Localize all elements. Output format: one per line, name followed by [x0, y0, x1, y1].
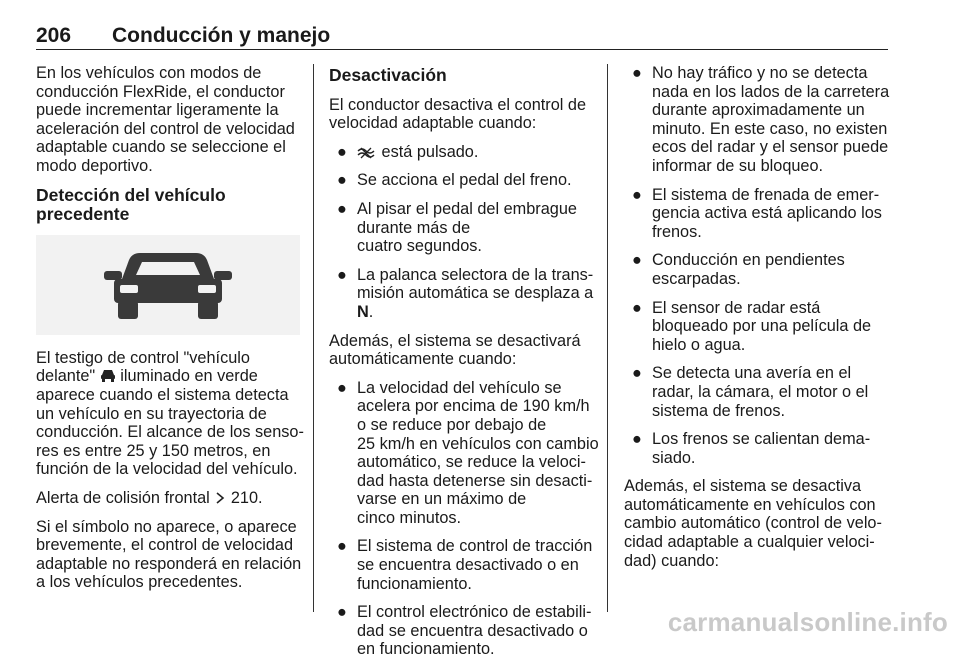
list-item: ● El control electrónico de estabili- dad se encuentra desactivado o en funcionamiento.: [337, 603, 592, 659]
column-3: [624, 64, 888, 580]
column-2: [329, 64, 599, 669]
vehicle-ahead-icon: [100, 369, 116, 383]
column-divider: [607, 64, 608, 612]
auto-transmission-intro: Además, el sistema se desactiva automáticamente en vehículos con cambio automático (control de velo- cidad adaptable a cualquier veloci- dad) cuando:: [624, 477, 882, 570]
cruise-cancel-icon: [357, 147, 377, 159]
list-item: ● Los frenos se calientan dema- siado.: [632, 430, 871, 467]
bullet-icon: ●: [337, 603, 347, 622]
page-reference-icon: [214, 491, 226, 505]
auto-deactivation-intro: Además, el sistema se desactivará automáticamente cuando:: [329, 331, 581, 369]
bullet-icon: ●: [632, 364, 642, 383]
list-item: ● Se acciona el pedal del freno.: [337, 171, 572, 190]
page-header: [36, 6, 888, 50]
deactivation-intro: El conductor desactiva el control de velocidad adaptable cuando:: [329, 95, 587, 133]
list-item: ● La velocidad del vehículo se acelera por encima de 190 km/h o se reduce por debajo de 25 km/h en vehículos con cambio automático, se reduce la veloci- dad hasta detenerse sin desacti- varse en un máximo de cinco minutos.: [337, 378, 599, 527]
intro-paragraph: En los vehículos con modos de conducción FlexRide, el conductor puede incrementar ligeramente la aceleración del control de velocidad adaptable cuando se seleccione el modo deportivo.: [36, 64, 295, 175]
column-divider: [313, 64, 314, 612]
page-reference[interactable]: 210.: [230, 488, 263, 507]
paragraph-control-indicator: El testigo de control "vehículo delante" iluminado en verde aparece cuando el sistema detecta un vehículo en su trayectoria de conducción. El alcance de los senso- res es entre 25 y 150 metros, en función de la velocidad del vehículo.: [36, 348, 304, 479]
list-item: ● El sistema de frenada de emer- gencia activa está aplicando los frenos.: [632, 185, 882, 241]
bullet-icon: ●: [337, 537, 347, 556]
list-item: ● La palanca selectora de la trans- misión automática se desplaza a N.: [337, 265, 594, 321]
bullet-icon: ●: [337, 142, 347, 161]
list-item: ● El sensor de radar está bloqueado por una película de hielo o agua.: [632, 298, 872, 354]
auto-deactivation-list: [329, 378, 599, 659]
bullet-icon: ●: [632, 251, 642, 270]
bullet-icon: ●: [337, 199, 347, 218]
figure-vehicle-ahead: [36, 235, 300, 335]
bullet-icon: ●: [632, 64, 642, 82]
bullet-icon: ●: [337, 265, 347, 284]
list-item: ● Conducción en pendientes escarpadas.: [632, 251, 845, 288]
column-1: [36, 64, 304, 602]
driver-deactivation-list: [329, 143, 593, 322]
car-front-icon: [36, 235, 300, 335]
list-item: ● El sistema de control de tracción se encuentra desactivado o en funcionamiento.: [337, 537, 593, 593]
bullet-icon: ●: [337, 171, 347, 190]
paragraph-no-symbol: Si el símbolo no aparece, o aparece brevemente, el control de velocidad adaptable no responderá en relación a los vehículos precedentes.: [36, 517, 302, 592]
bullet-icon: ●: [632, 298, 642, 317]
bullet-icon: ●: [632, 430, 642, 449]
watermark: carmanualsonline.info: [667, 607, 948, 637]
paragraph-collision-ref: Alerta de colisión frontal 210.: [36, 488, 263, 507]
list-item: ● está pulsado.: [337, 142, 479, 161]
auto-deactivation-list-continued: [624, 64, 888, 467]
section-heading-detection: Detección del vehículo precedente: [36, 184, 226, 225]
page-number: 206: [36, 24, 72, 47]
bullet-icon: ●: [337, 378, 347, 397]
bullet-icon: ●: [632, 185, 642, 204]
list-item: ● No hay tráfico y no se detecta nada en los lados de la carretera durante aproximadamente un minuto. En este caso, no existen ecos del radar y el sensor puede informar de su bloqueo.: [632, 64, 890, 175]
list-item: ● Al pisar el pedal del embrague durante más de cuatro segundos.: [337, 199, 577, 256]
list-item: ● Se detecta una avería en el radar, la cámara, el motor o el sistema de frenos.: [632, 364, 869, 420]
chapter-title: Conducción y manejo: [112, 24, 331, 47]
section-heading-deactivation: Desactivación: [329, 65, 447, 85]
